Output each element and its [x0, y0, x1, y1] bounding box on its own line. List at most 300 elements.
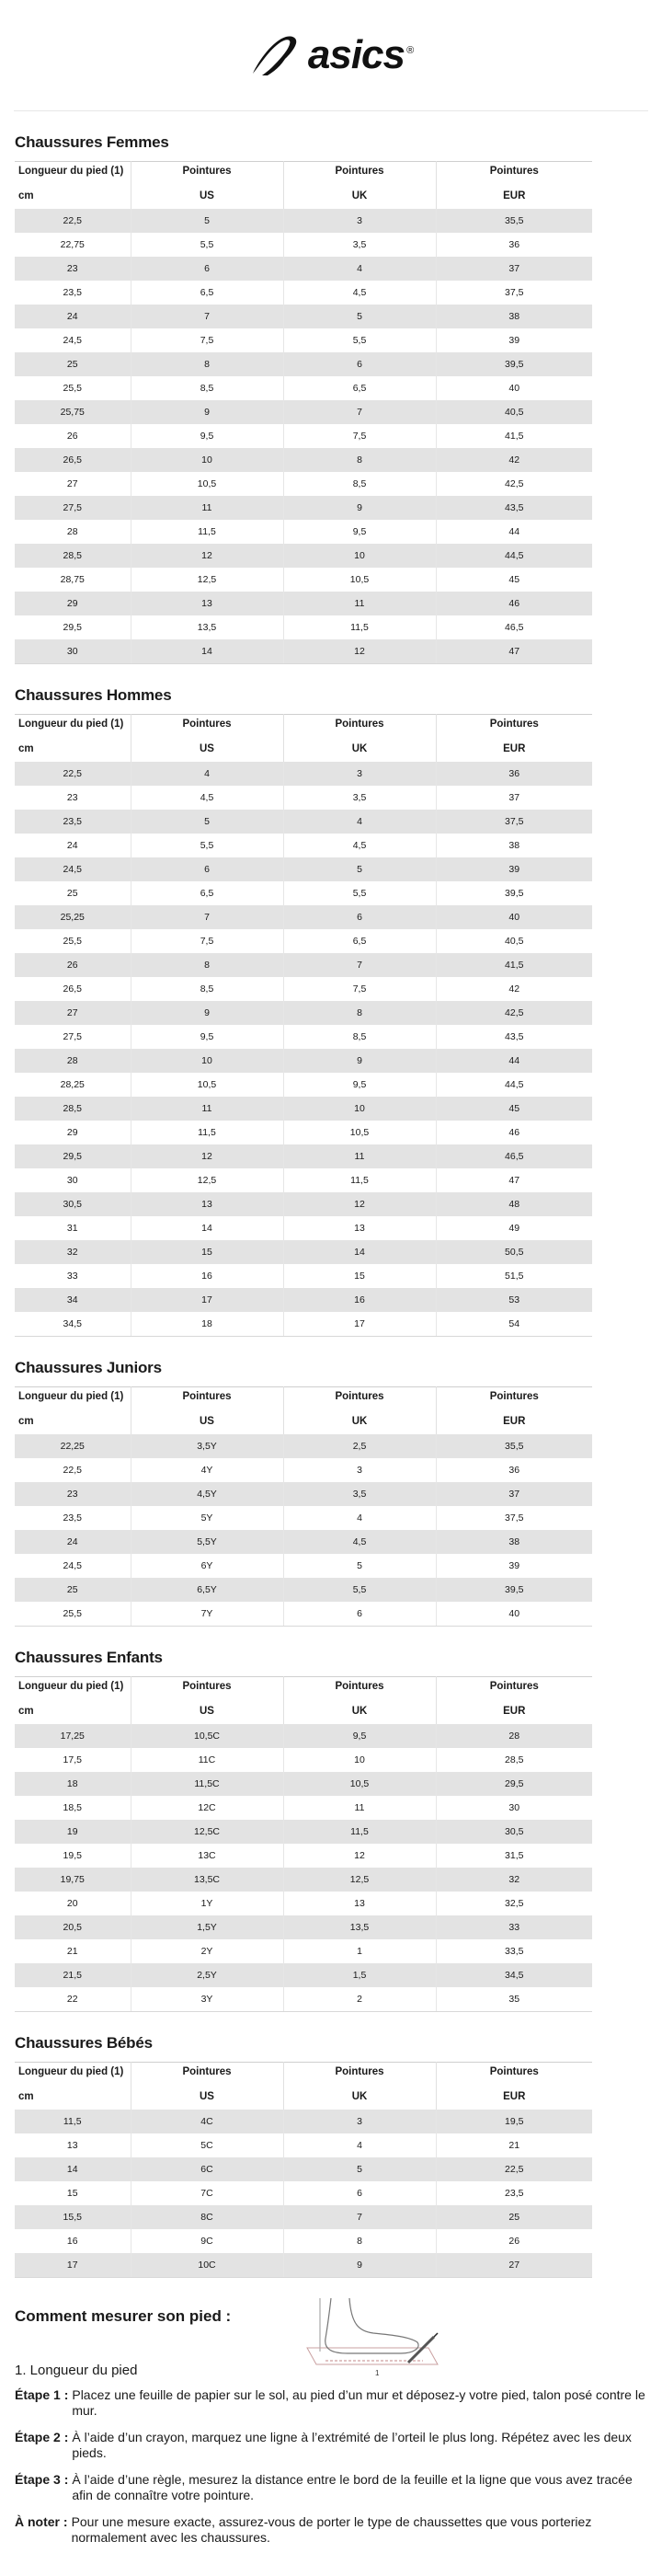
table-row [15, 1121, 592, 1144]
column-subheader-uk: UK [283, 1414, 436, 1434]
cell-eur: 43,5 [436, 1025, 592, 1049]
step-label: Étape 3 : [15, 2472, 69, 2487]
column-header-us: Pointures [131, 1677, 283, 1705]
column-subheader-eur: EUR [503, 2091, 526, 2102]
cell-cm: 24,5 [15, 1554, 131, 1578]
cell-us: 6,5Y [131, 1578, 283, 1602]
measure-section [0, 2278, 662, 2546]
cell-cm: 24,5 [15, 328, 131, 352]
cell-uk: 8 [283, 448, 436, 472]
cell-uk: 6,5 [283, 376, 436, 400]
illustration-mark: 1 [375, 2369, 380, 2377]
cell-cm: 19 [15, 1820, 131, 1844]
asics-stripes-icon [249, 33, 302, 77]
table-row [15, 1312, 592, 1337]
section-title: Chaussures Hommes [15, 686, 172, 704]
cell-uk: 10 [283, 1097, 436, 1121]
table-row [15, 281, 592, 305]
cell-us: 11 [131, 496, 283, 520]
table-row [15, 328, 592, 352]
column-header-foot-length: Longueur du pied (1) [15, 162, 131, 190]
cell-uk: 7,5 [283, 977, 436, 1001]
table-row [15, 568, 592, 592]
column-subheader-eur: EUR [503, 743, 526, 754]
cell-uk: 15 [283, 1264, 436, 1288]
table-row [15, 810, 592, 834]
table-row [15, 448, 592, 472]
cell-uk: 7,5 [283, 424, 436, 448]
cell-uk: 4,5 [283, 1530, 436, 1554]
table-row [15, 1288, 592, 1312]
table-row [15, 1578, 592, 1602]
cell-us: 4 [131, 762, 283, 786]
cell-cm: 13 [15, 2133, 131, 2157]
table-row [15, 1796, 592, 1820]
cell-uk: 11,5 [283, 1168, 436, 1192]
cell-cm: 25,75 [15, 400, 131, 424]
cell-us: 7,5 [131, 328, 283, 352]
cell-uk: 9,5 [283, 520, 436, 544]
cell-cm: 25 [15, 881, 131, 905]
cell-eur: 41,5 [436, 424, 592, 448]
cell-uk: 13 [283, 1892, 436, 1915]
cell-uk: 6 [283, 905, 436, 929]
cell-cm: 27,5 [15, 1025, 131, 1049]
cell-us: 1,5Y [131, 1915, 283, 1939]
column-header-us: Pointures [131, 162, 283, 190]
table-row [15, 520, 592, 544]
cell-uk: 5,5 [283, 328, 436, 352]
cell-uk: 3 [283, 209, 436, 233]
column-subheader-eur: EUR [503, 1416, 526, 1427]
cell-uk: 9,5 [283, 1724, 436, 1748]
step-text: Placez une feuille de papier sur le sol, au pied d’un mur et déposez-y votre pied, talon posé contre le mur. [72, 2387, 645, 2418]
cell-uk: 6 [283, 2181, 436, 2205]
cell-eur: 40,5 [436, 929, 592, 953]
table-row [15, 592, 592, 615]
cell-cm: 29,5 [15, 1144, 131, 1168]
column-subheader-eur: EUR [503, 1706, 526, 1717]
cell-cm: 26,5 [15, 448, 131, 472]
cell-eur: 46,5 [436, 1144, 592, 1168]
table-row [15, 305, 592, 328]
cell-us: 10,5 [131, 472, 283, 496]
cell-eur: 30,5 [436, 1820, 592, 1844]
step-text: À l’aide d’un crayon, marquez une ligne à l’extrémité de l’orteil le plus long. Répétez avec les deux pieds. [72, 2430, 632, 2460]
column-header-uk: Pointures [283, 162, 436, 190]
cell-us: 18 [131, 1312, 283, 1337]
cell-cm: 27 [15, 1001, 131, 1025]
cell-us: 12 [131, 1144, 283, 1168]
cell-uk: 14 [283, 1240, 436, 1264]
cell-eur: 42,5 [436, 472, 592, 496]
cell-eur: 37 [436, 1482, 592, 1506]
cell-uk: 5,5 [283, 1578, 436, 1602]
cell-uk: 8 [283, 2229, 436, 2253]
cell-eur: 25 [436, 2205, 592, 2229]
column-subheader-foot-length: cm [15, 2089, 131, 2110]
cell-eur: 23,5 [436, 2181, 592, 2205]
cell-cm: 22,5 [15, 762, 131, 786]
cell-cm: 25,25 [15, 905, 131, 929]
cell-cm: 11,5 [15, 2110, 131, 2133]
cell-uk: 5 [283, 305, 436, 328]
cell-cm: 29,5 [15, 615, 131, 639]
cell-uk: 10 [283, 544, 436, 568]
column-header-uk: Pointures [283, 1677, 436, 1705]
column-subheader-foot-length: cm [15, 742, 131, 762]
table-row [15, 1240, 592, 1264]
cell-us: 6,5 [131, 281, 283, 305]
column-subheader-eur: EUR [503, 190, 526, 201]
table-row [15, 1216, 592, 1240]
cell-eur: 45 [436, 568, 592, 592]
cell-eur: 44,5 [436, 544, 592, 568]
size-section-women [0, 111, 662, 664]
column-header-foot-length: Longueur du pied (1) [15, 2063, 131, 2090]
table-row [15, 1530, 592, 1554]
cell-cm: 22,5 [15, 1458, 131, 1482]
cell-eur: 32 [436, 1868, 592, 1892]
table-row [15, 1724, 592, 1748]
column-subheader-us: US [131, 742, 283, 762]
measure-step [15, 2514, 647, 2546]
cell-eur: 37,5 [436, 281, 592, 305]
cell-us: 5C [131, 2133, 283, 2157]
table-row [15, 1915, 592, 1939]
cell-cm: 29 [15, 592, 131, 615]
cell-uk: 3,5 [283, 1482, 436, 1506]
cell-us: 14 [131, 1216, 283, 1240]
column-header-us: Pointures [131, 2063, 283, 2090]
cell-eur: 32,5 [436, 1892, 592, 1915]
cell-eur: 46,5 [436, 615, 592, 639]
cell-us: 1Y [131, 1892, 283, 1915]
cell-eur: 37 [436, 257, 592, 281]
cell-eur: 47 [436, 1168, 592, 1192]
cell-us: 11 [131, 1097, 283, 1121]
cell-eur: 40,5 [436, 400, 592, 424]
cell-us: 3,5Y [131, 1434, 283, 1458]
measure-step [15, 2472, 647, 2503]
cell-us: 9,5 [131, 424, 283, 448]
cell-us: 4,5 [131, 786, 283, 810]
table-row [15, 2110, 592, 2133]
cell-eur: 28 [436, 1724, 592, 1748]
cell-uk: 10,5 [283, 1121, 436, 1144]
column-header-eur: Pointures [489, 1681, 539, 1692]
cell-uk: 17 [283, 1312, 436, 1337]
cell-cm: 22,25 [15, 1434, 131, 1458]
size-section-juniors [0, 1337, 662, 1627]
table-row [15, 1097, 592, 1121]
cell-eur: 35,5 [436, 1434, 592, 1458]
cell-us: 12,5C [131, 1820, 283, 1844]
cell-cm: 18 [15, 1772, 131, 1796]
cell-us: 12C [131, 1796, 283, 1820]
cell-cm: 34 [15, 1288, 131, 1312]
cell-eur: 38 [436, 834, 592, 857]
cell-cm: 29 [15, 1121, 131, 1144]
cell-eur: 28,5 [436, 1748, 592, 1772]
table-row [15, 857, 592, 881]
column-subheader-uk: UK [283, 189, 436, 209]
asics-logo[interactable] [249, 32, 413, 78]
cell-uk: 4 [283, 810, 436, 834]
cell-cm: 31 [15, 1216, 131, 1240]
table-row [15, 209, 592, 233]
column-header-uk: Pointures [283, 2063, 436, 2090]
cell-cm: 23 [15, 257, 131, 281]
cell-us: 9 [131, 1001, 283, 1025]
table-row [15, 2229, 592, 2253]
cell-eur: 45 [436, 1097, 592, 1121]
cell-us: 7 [131, 905, 283, 929]
cell-uk: 3,5 [283, 786, 436, 810]
table-row [15, 1168, 592, 1192]
cell-uk: 12 [283, 1844, 436, 1868]
table-row [15, 1939, 592, 1963]
cell-uk: 12 [283, 1192, 436, 1216]
cell-eur: 35,5 [436, 209, 592, 233]
cell-uk: 8,5 [283, 1025, 436, 1049]
cell-us: 5,5 [131, 834, 283, 857]
table-row [15, 953, 592, 977]
cell-cm: 30 [15, 639, 131, 664]
cell-uk: 11,5 [283, 1820, 436, 1844]
cell-cm: 23 [15, 1482, 131, 1506]
column-header-uk: Pointures [283, 715, 436, 742]
column-header-foot-length: Longueur du pied (1) [15, 1387, 131, 1415]
table-row [15, 2181, 592, 2205]
cell-us: 13,5C [131, 1868, 283, 1892]
table-row [15, 1264, 592, 1288]
size-table-men [15, 714, 592, 1337]
cell-uk: 10 [283, 1748, 436, 1772]
cell-uk: 3 [283, 762, 436, 786]
cell-us: 3Y [131, 1987, 283, 2012]
step-label: Étape 1 : [15, 2387, 69, 2402]
measure-steps [15, 2387, 647, 2546]
table-row [15, 544, 592, 568]
cell-cm: 28 [15, 1049, 131, 1073]
cell-uk: 8,5 [283, 472, 436, 496]
cell-us: 7 [131, 305, 283, 328]
column-header-foot-length: Longueur du pied (1) [15, 715, 131, 742]
cell-cm: 26,5 [15, 977, 131, 1001]
cell-uk: 7 [283, 2205, 436, 2229]
cell-eur: 36 [436, 762, 592, 786]
cell-us: 8,5 [131, 977, 283, 1001]
cell-cm: 24 [15, 305, 131, 328]
size-charts [0, 111, 662, 2278]
table-row [15, 834, 592, 857]
cell-us: 5,5 [131, 233, 283, 257]
cell-us: 10,5 [131, 1073, 283, 1097]
cell-uk: 3 [283, 1458, 436, 1482]
cell-uk: 7 [283, 953, 436, 977]
step-label: À noter : [15, 2514, 68, 2529]
column-header-uk: Pointures [283, 1387, 436, 1415]
cell-uk: 9 [283, 2253, 436, 2278]
table-row [15, 1458, 592, 1482]
table-row [15, 1987, 592, 2012]
table-row [15, 1025, 592, 1049]
cell-us: 12,5 [131, 568, 283, 592]
cell-eur: 40 [436, 905, 592, 929]
section-title: Chaussures Juniors [15, 1359, 162, 1376]
cell-eur: 38 [436, 305, 592, 328]
table-row [15, 1748, 592, 1772]
cell-uk: 1 [283, 1939, 436, 1963]
cell-cm: 15 [15, 2181, 131, 2205]
cell-eur: 42 [436, 448, 592, 472]
table-row [15, 2133, 592, 2157]
table-row [15, 1073, 592, 1097]
cell-eur: 41,5 [436, 953, 592, 977]
cell-uk: 4 [283, 257, 436, 281]
cell-us: 7,5 [131, 929, 283, 953]
cell-cm: 19,75 [15, 1868, 131, 1892]
cell-us: 11,5 [131, 1121, 283, 1144]
cell-eur: 46 [436, 592, 592, 615]
size-table-women [15, 161, 592, 664]
cell-us: 10,5C [131, 1724, 283, 1748]
cell-uk: 10,5 [283, 1772, 436, 1796]
cell-eur: 37,5 [436, 810, 592, 834]
cell-uk: 5 [283, 857, 436, 881]
cell-us: 5Y [131, 1506, 283, 1530]
cell-cm: 23,5 [15, 281, 131, 305]
cell-uk: 7 [283, 400, 436, 424]
cell-us: 8 [131, 953, 283, 977]
table-row [15, 929, 592, 953]
cell-us: 5,5Y [131, 1530, 283, 1554]
measure-title: Comment mesurer son pied : [15, 2307, 232, 2325]
cell-us: 5 [131, 209, 283, 233]
brand-wordmark: asics ® [307, 32, 414, 77]
cell-us: 12 [131, 544, 283, 568]
table-row [15, 1001, 592, 1025]
table-row [15, 1049, 592, 1073]
cell-uk: 12,5 [283, 1868, 436, 1892]
table-row [15, 1868, 592, 1892]
cell-cm: 17,5 [15, 1748, 131, 1772]
cell-eur: 34,5 [436, 1963, 592, 1987]
cell-uk: 2,5 [283, 1434, 436, 1458]
table-row [15, 400, 592, 424]
cell-cm: 28,75 [15, 568, 131, 592]
cell-eur: 36 [436, 1458, 592, 1482]
column-subheader-us: US [131, 2089, 283, 2110]
cell-eur: 50,5 [436, 1240, 592, 1264]
cell-us: 14 [131, 639, 283, 664]
cell-eur: 48 [436, 1192, 592, 1216]
table-row [15, 1963, 592, 1987]
cell-cm: 28 [15, 520, 131, 544]
cell-cm: 20 [15, 1892, 131, 1915]
table-row [15, 257, 592, 281]
cell-cm: 22,5 [15, 209, 131, 233]
cell-cm: 15,5 [15, 2205, 131, 2229]
cell-us: 11,5 [131, 520, 283, 544]
cell-eur: 39,5 [436, 1578, 592, 1602]
cell-us: 9C [131, 2229, 283, 2253]
cell-us: 2,5Y [131, 1963, 283, 1987]
table-row [15, 352, 592, 376]
cell-eur: 54 [436, 1312, 592, 1337]
cell-eur: 21 [436, 2133, 592, 2157]
cell-us: 6 [131, 857, 283, 881]
cell-uk: 1,5 [283, 1963, 436, 1987]
measure-step [15, 2387, 647, 2419]
cell-us: 11,5C [131, 1772, 283, 1796]
cell-cm: 19,5 [15, 1844, 131, 1868]
size-table-juniors [15, 1386, 592, 1627]
cell-uk: 4 [283, 2133, 436, 2157]
cell-eur: 51,5 [436, 1264, 592, 1288]
cell-cm: 28,5 [15, 1097, 131, 1121]
cell-us: 8C [131, 2205, 283, 2229]
cell-cm: 33 [15, 1264, 131, 1288]
cell-eur: 46 [436, 1121, 592, 1144]
cell-us: 12,5 [131, 1168, 283, 1192]
table-row [15, 1892, 592, 1915]
cell-cm: 17 [15, 2253, 131, 2278]
cell-eur: 53 [436, 1288, 592, 1312]
cell-eur: 39,5 [436, 881, 592, 905]
cell-us: 10 [131, 1049, 283, 1073]
column-subheader-us: US [131, 189, 283, 209]
cell-eur: 35 [436, 1987, 592, 2012]
cell-us: 6Y [131, 1554, 283, 1578]
cell-cm: 17,25 [15, 1724, 131, 1748]
cell-uk: 6,5 [283, 929, 436, 953]
cell-eur: 37,5 [436, 1506, 592, 1530]
cell-cm: 25,5 [15, 1602, 131, 1627]
column-subheader-foot-length: cm [15, 189, 131, 209]
cell-eur: 39 [436, 1554, 592, 1578]
cell-uk: 11 [283, 592, 436, 615]
cell-cm: 21,5 [15, 1963, 131, 1987]
table-row [15, 1506, 592, 1530]
size-table-babies [15, 2062, 592, 2278]
table-row [15, 424, 592, 448]
cell-us: 9,5 [131, 1025, 283, 1049]
column-header-foot-length: Longueur du pied (1) [15, 1677, 131, 1705]
cell-uk: 3,5 [283, 233, 436, 257]
cell-cm: 23,5 [15, 810, 131, 834]
table-row [15, 1192, 592, 1216]
cell-us: 8 [131, 352, 283, 376]
column-subheader-foot-length: cm [15, 1704, 131, 1724]
table-row [15, 786, 592, 810]
cell-eur: 27 [436, 2253, 592, 2278]
cell-eur: 44,5 [436, 1073, 592, 1097]
size-section-babies [0, 2012, 662, 2278]
section-title: Chaussures Femmes [15, 133, 169, 151]
foot-length-heading: 1. Longueur du pied [15, 2363, 138, 2378]
cell-uk: 2 [283, 1987, 436, 2012]
cell-eur: 22,5 [436, 2157, 592, 2181]
table-row [15, 615, 592, 639]
cell-us: 2Y [131, 1939, 283, 1963]
column-header-us: Pointures [131, 1387, 283, 1415]
cell-uk: 11 [283, 1796, 436, 1820]
cell-uk: 5 [283, 2157, 436, 2181]
cell-us: 7Y [131, 1602, 283, 1627]
column-subheader-foot-length: cm [15, 1414, 131, 1434]
